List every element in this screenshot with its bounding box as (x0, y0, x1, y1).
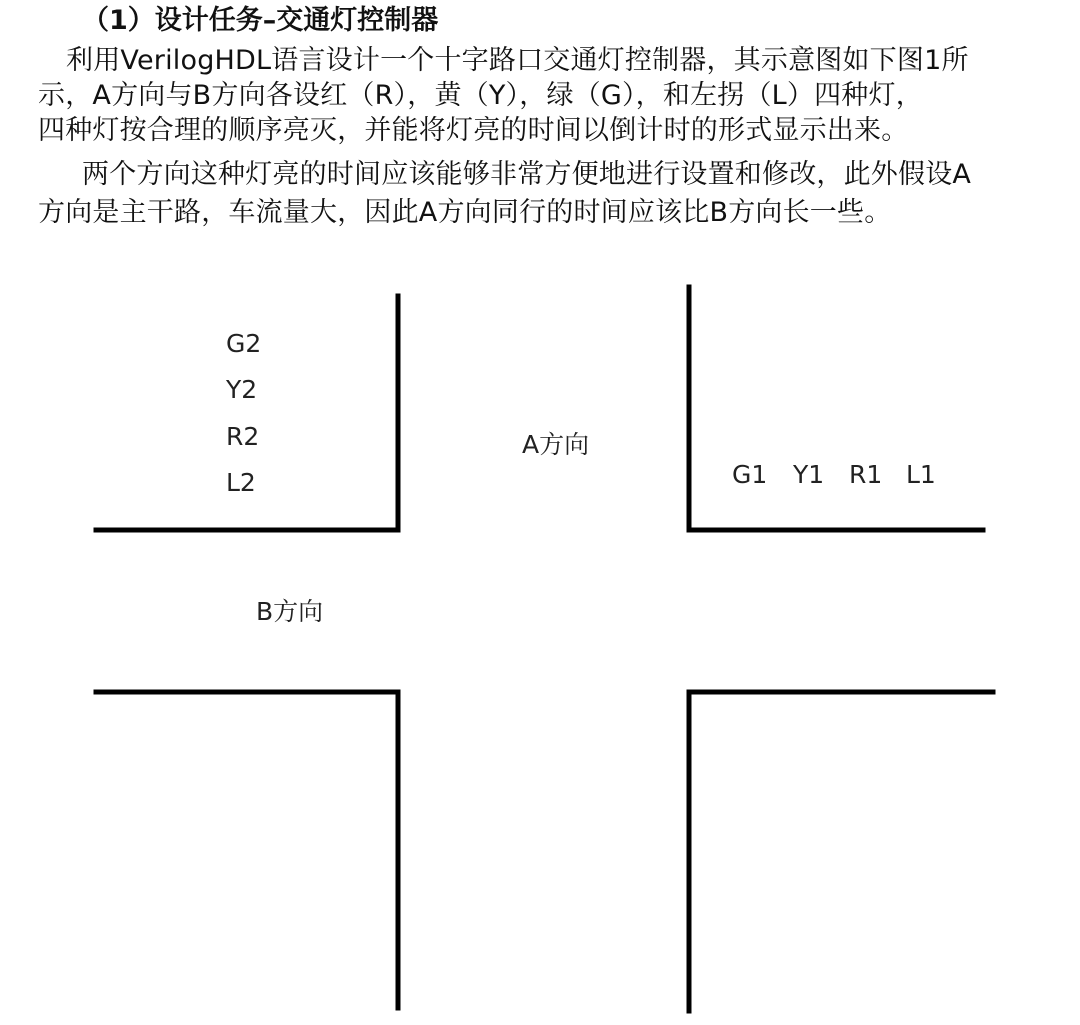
paragraph1-line-2: 示，A方向与B方向各设红（R），黄（Y），绿（G），和左拐（L）四种灯， (38, 80, 923, 111)
direction-a-label: A方向 (522, 430, 590, 459)
paragraph2-line-2: 方向是主干路，车流量大，因此A方向同行的时间应该比B方向长一些。 (38, 197, 892, 228)
light-label-y2: Y2 (226, 375, 258, 404)
section-heading: （1）设计任务–交通灯控制器 (82, 5, 439, 36)
paragraph2-line-1: 两个方向这种灯亮的时间应该能够非常方便地进行设置和修改，此外假设A (82, 159, 972, 190)
light-label-r2: R2 (226, 422, 260, 451)
light-label-g2: G2 (226, 329, 262, 358)
light-label-g1: G1 (732, 460, 768, 489)
light-label-r1: R1 (849, 460, 883, 489)
paragraph1-line-1: 利用VerilogHDL语言设计一个十字路口交通灯控制器，其示意图如下图1所 (66, 45, 969, 76)
paragraph1-line-3: 四种灯按合理的顺序亮灭，并能将灯亮的时间以倒计时的形式显示出来。 (38, 115, 909, 146)
light-label-y1: Y1 (793, 460, 825, 489)
light-label-l2: L2 (226, 468, 256, 497)
light-label-l1: L1 (906, 460, 936, 489)
direction-b-label: B方向 (256, 597, 324, 626)
